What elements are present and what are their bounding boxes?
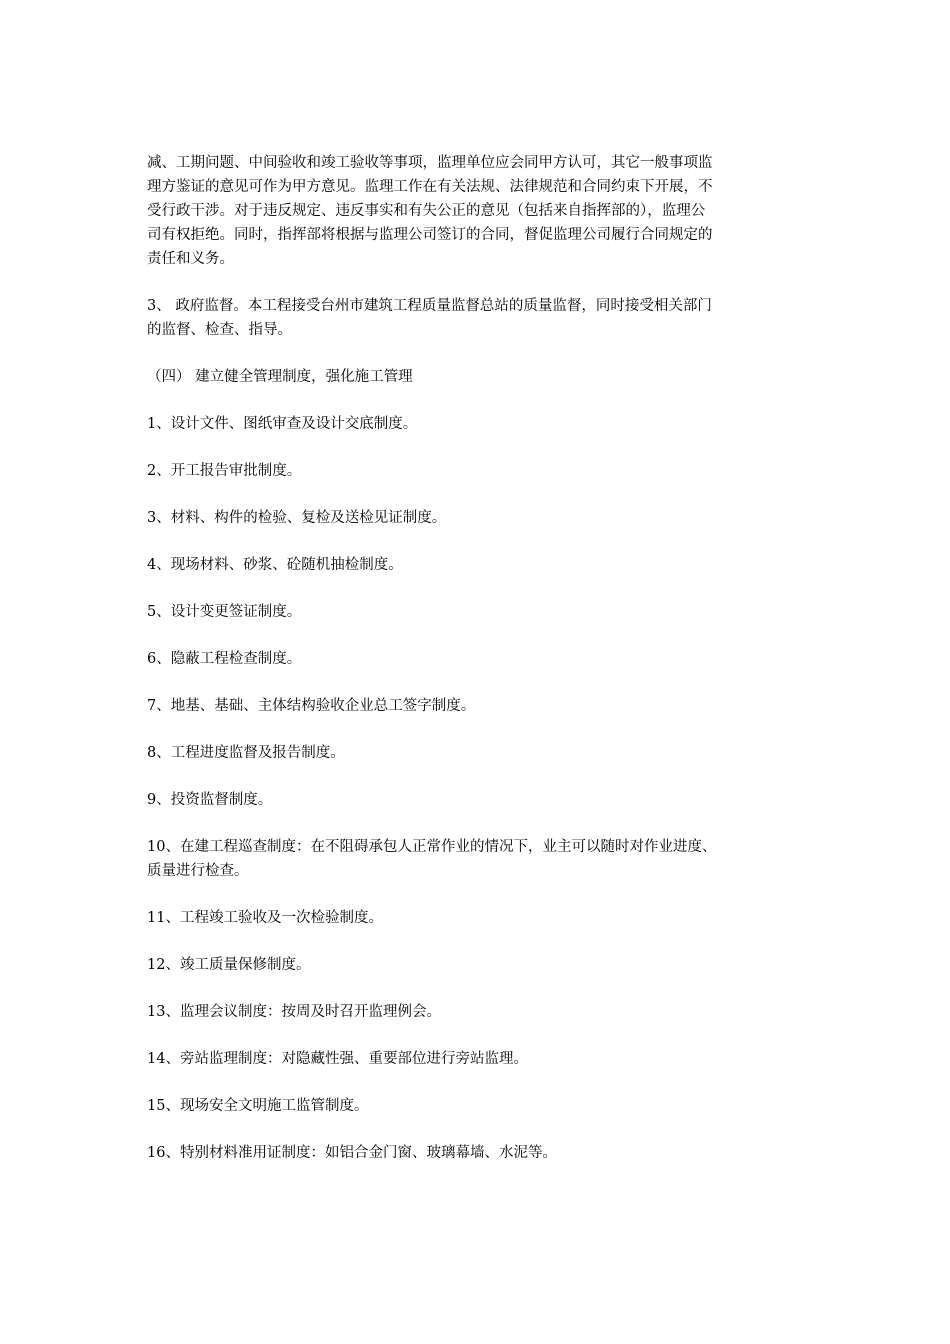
- paragraph-supervision-authority: [147, 151, 807, 271]
- list-item: 2、开工报告审批制度。: [147, 463, 302, 479]
- list-item: 16、特别材料准用证制度：如铝合金门窗、玻璃幕墙、水泥等。: [147, 1145, 557, 1161]
- list-item: 14、旁站监理制度：对隐藏性强、重要部位进行旁站监理。: [147, 1051, 528, 1067]
- list-item-10: [147, 835, 807, 883]
- list-item: 15、现场安全文明施工监管制度。: [147, 1098, 369, 1114]
- text-line: 的监督、检查、指导。: [147, 322, 292, 338]
- text-line: 10、在建工程巡查制度：在不阻碍承包人正常作业的情况下，业主可以随时对作业进度、: [147, 839, 717, 855]
- text-line: 受行政干涉。对于违反规定、违反事实和有失公正的意见（包括来自指挥部的），监理公: [147, 203, 706, 219]
- section-heading: （四） 建立健全管理制度，强化施工管理: [147, 369, 413, 385]
- text-line: 质量进行检查。: [147, 863, 249, 879]
- list-item: 7、地基、基础、主体结构验收企业总工签字制度。: [147, 698, 476, 714]
- document-page: [147, 151, 807, 1165]
- text-line: 责任和义务。: [147, 251, 234, 267]
- list-item: 13、监理会议制度：按周及时召开监理例会。: [147, 1004, 441, 1020]
- list-item: 3、材料、构件的检验、复检及送检见证制度。: [147, 510, 447, 526]
- list-item: 5、设计变更签证制度。: [147, 604, 302, 620]
- list-item: 8、工程进度监督及报告制度。: [147, 745, 345, 761]
- paragraph-government-supervision: [147, 294, 807, 342]
- list-item: 6、隐蔽工程检查制度。: [147, 651, 302, 667]
- list-item: 4、现场材料、砂浆、砼随机抽检制度。: [147, 557, 403, 573]
- list-item: 1、设计文件、图纸审查及设计交底制度。: [147, 416, 418, 432]
- list-item: 12、竣工质量保修制度。: [147, 957, 311, 973]
- list-item: 9、投资监督制度。: [147, 792, 273, 808]
- text-line: 理方鉴证的意见可作为甲方意见。监理工作在有关法规、法律规范和合同约束下开展，不: [147, 179, 713, 195]
- text-line: 3、 政府监督。本工程接受台州市建筑工程质量监督总站的质量监督，同时接受相关部门: [147, 298, 712, 314]
- list-item: 11、工程竣工验收及一次检验制度。: [147, 910, 383, 926]
- text-line: 减、工期问题、中间验收和竣工验收等事项，监理单位应会同甲方认可，其它一般事项监: [147, 155, 713, 171]
- text-line: 司有权拒绝。同时，指挥部将根据与监理公司签订的合同，督促监理公司履行合同规定的: [147, 227, 713, 243]
